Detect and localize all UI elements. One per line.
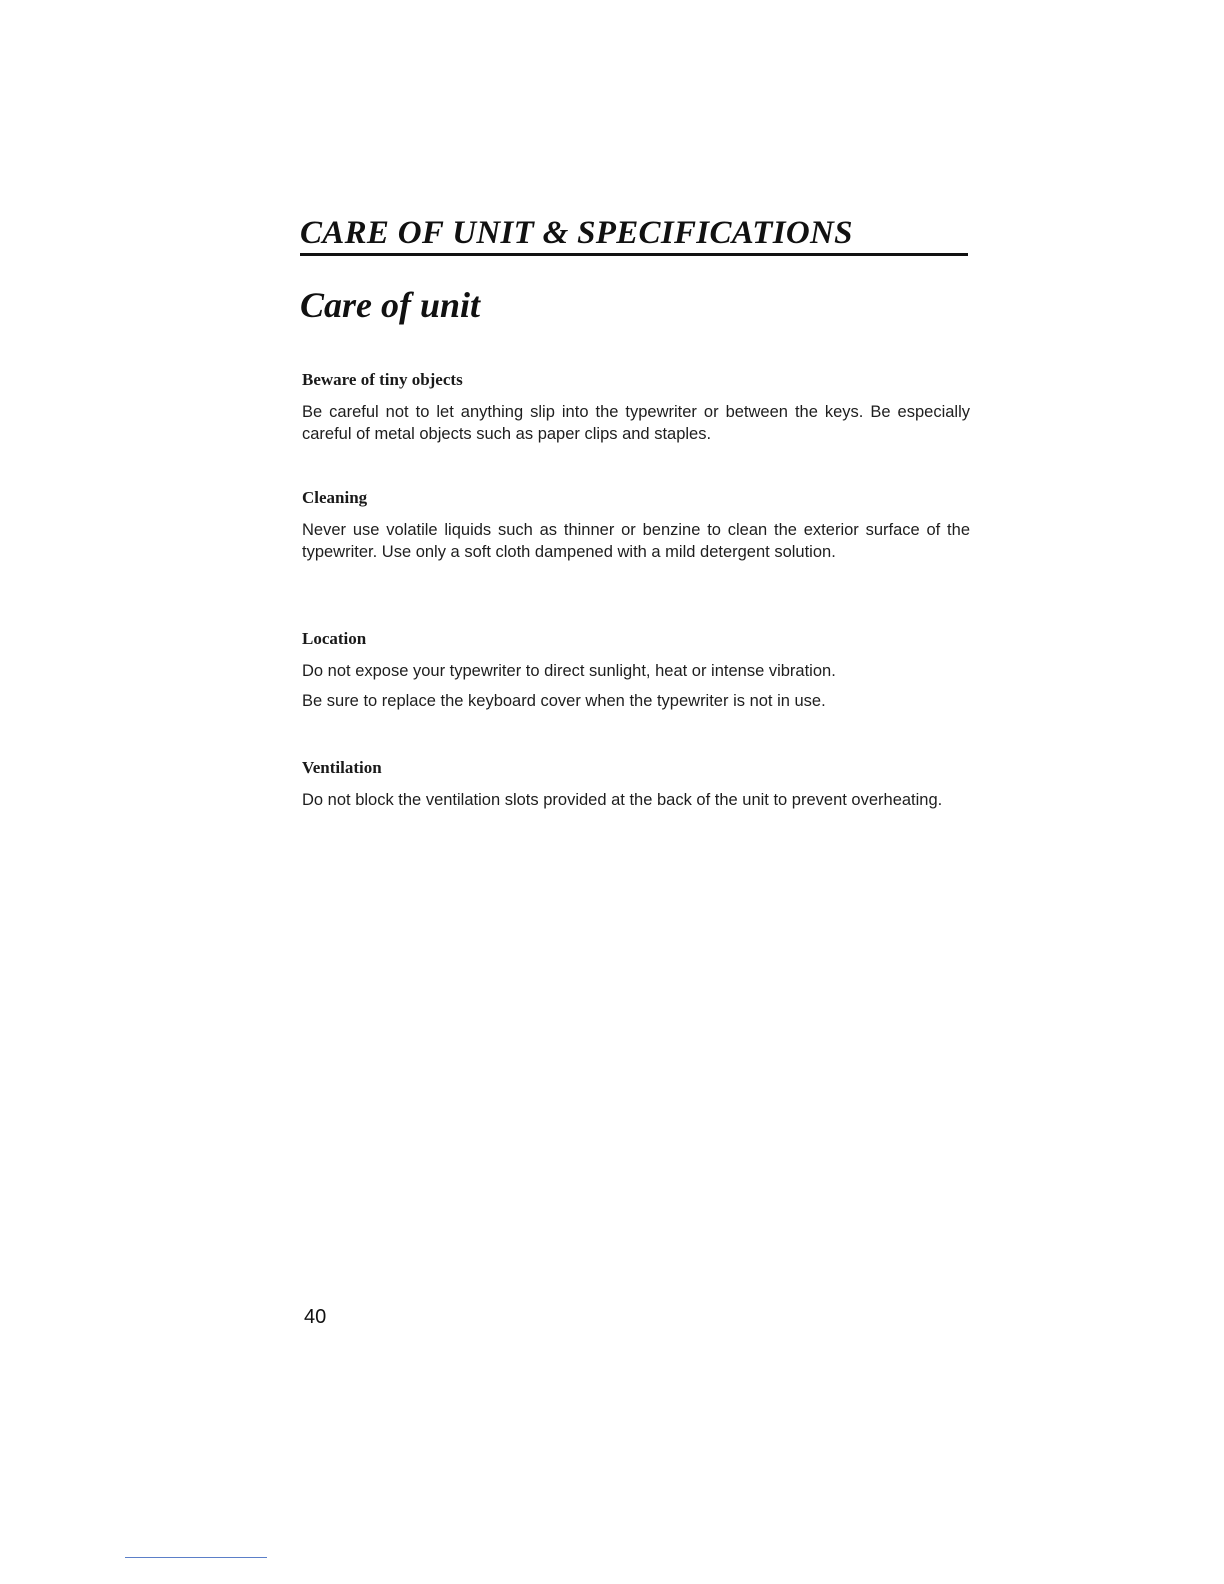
care-item-cleaning [302, 487, 970, 571]
chapter-title-underline [300, 253, 968, 256]
section-title: Care of unit [300, 285, 481, 325]
care-item-heading: Beware of tiny objects [302, 370, 463, 389]
care-item-heading: Cleaning [302, 488, 368, 507]
care-item-heading: Ventilation [302, 758, 382, 777]
care-item-tiny-objects [302, 369, 970, 453]
care-item-location [302, 628, 970, 720]
footer-divider [125, 1557, 267, 1558]
care-item-heading: Location [302, 629, 367, 648]
care-item-text: Be careful not to let anything slip into the typewriter or between the keys. Be especially careful of metal objects such as paper clips and staples. [302, 403, 970, 443]
care-item-text: Do not block the ventilation slots provided at the back of the unit to prevent overheating. [302, 791, 943, 809]
chapter-title: CARE OF UNIT & SPECIFICATIONS [300, 215, 853, 251]
care-item-ventilation [302, 757, 970, 819]
care-item-text: Be sure to replace the keyboard cover when the typewriter is not in use. [302, 692, 826, 710]
page-number: 40 [304, 1306, 327, 1328]
care-item-text: Do not expose your typewriter to direct sunlight, heat or intense vibration. [302, 662, 836, 680]
care-item-text: Never use volatile liquids such as thinner or benzine to clean the exterior surface of the typewriter. Use only a soft cloth dampened with a mild detergent solution. [302, 521, 970, 561]
